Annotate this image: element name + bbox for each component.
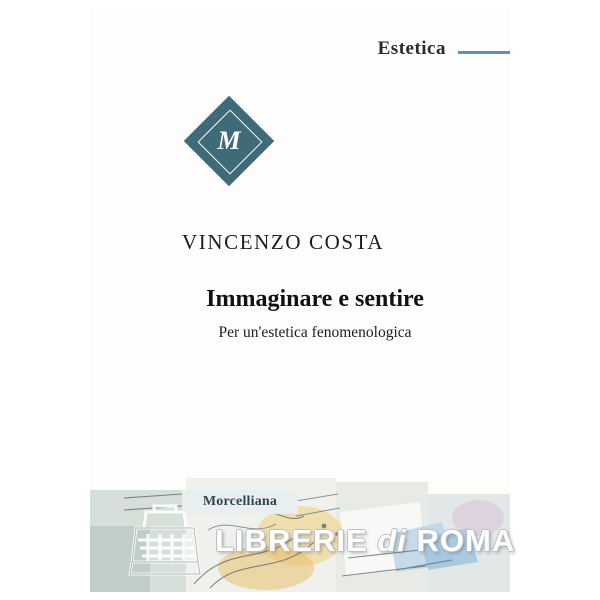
book-subtitle: Per un'estetica fenomenologica	[218, 324, 412, 341]
book-cover-image	[90, 8, 510, 592]
series-rule-divider	[458, 51, 510, 54]
artwork-svg	[90, 472, 510, 592]
book-title: Immaginare e sentire	[206, 286, 424, 312]
publisher-logo-letter: M	[217, 126, 241, 155]
cover-artwork	[90, 472, 510, 592]
watermark-text-part2: ROMA	[416, 523, 516, 558]
watermark-text-italic: di	[377, 523, 407, 558]
series-header	[180, 36, 510, 62]
watermark-text-part1: LIBRERIE	[215, 523, 368, 558]
book-author: VINCENZO COSTA	[182, 230, 385, 254]
publisher-name: Morcelliana	[182, 490, 298, 514]
series-label: Estetica	[377, 38, 446, 59]
publisher-logo	[184, 96, 274, 186]
